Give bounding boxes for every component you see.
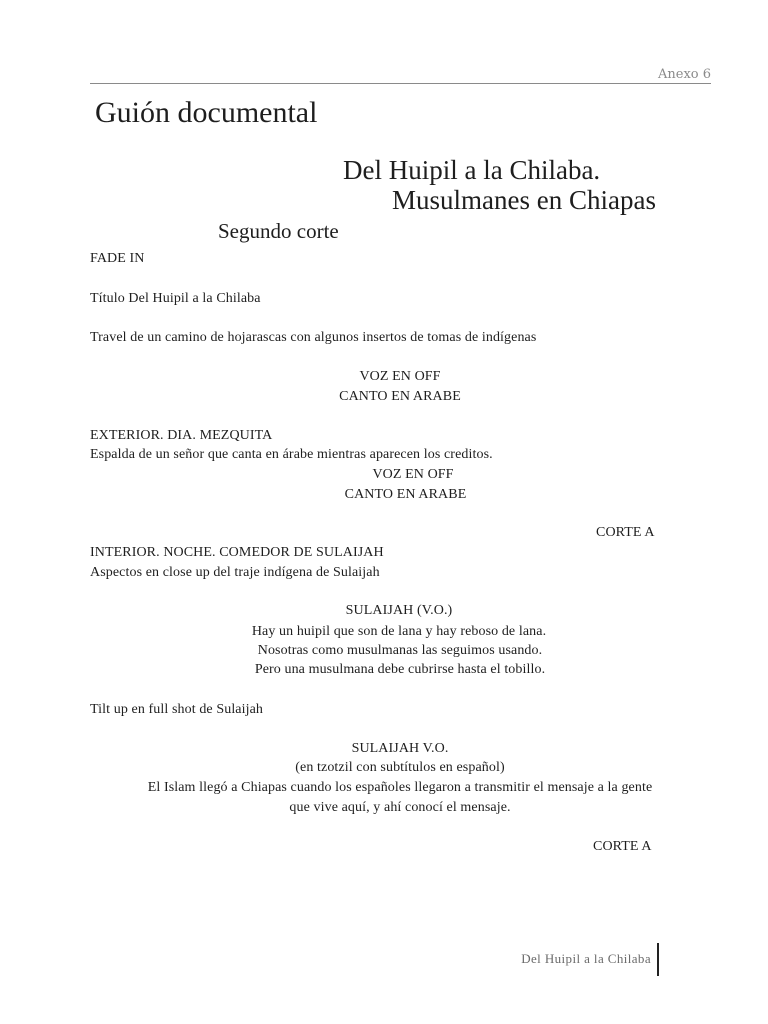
script-scene-heading: INTERIOR. NOCHE. COMEDOR DE SULAIJAH <box>90 545 384 560</box>
script-voice-cue: VOZ EN OFF <box>372 467 454 482</box>
script-character-cue: SULAIJAH V.O. <box>351 741 449 756</box>
script-dialogue: El Islam llegó a Chiapas cuando los españoles llegaron a transmitir el mensaje a la gente <box>147 780 653 795</box>
footer-book-title: Del Huipil a la Chilaba <box>521 951 651 966</box>
script-parenthetical: (en tzotzil con subtítulos en español) <box>295 760 505 775</box>
script-scene-heading: EXTERIOR. DIA. MEZQUITA <box>90 428 273 443</box>
annex-label: Anexo 6 <box>657 67 711 82</box>
script-action: Espalda de un señor que canta en árabe mientras aparecen los creditos. <box>90 447 493 462</box>
script-dialogue: Pero una musulmana debe cubrirse hasta el tobillo. <box>254 662 546 677</box>
script-fade-in: FADE IN <box>90 251 145 266</box>
script-character-cue: SULAIJAH (V.O.) <box>345 603 453 618</box>
script-transition: CORTE A <box>593 839 652 854</box>
footer-rule <box>657 943 659 976</box>
script-action: Tilt up en full shot de Sulaijah <box>90 702 264 717</box>
page-title: Guión documental <box>95 96 318 129</box>
script-title-card: Título Del Huipil a la Chilaba <box>90 291 261 306</box>
film-title-line2: Musulmanes en Chiapas <box>392 185 656 215</box>
script-transition: CORTE A <box>596 525 655 540</box>
film-title-line1: Del Huipil a la Chilaba. <box>343 155 601 185</box>
script-dialogue: Nosotras como musulmanas las seguimos usando. <box>257 643 543 658</box>
script-dialogue: que vive aquí, y ahí conocí el mensaje. <box>289 800 511 815</box>
script-dialogue: Hay un huipil que son de lana y hay reboso de lana. <box>251 624 547 639</box>
script-voice-cue: VOZ EN OFF <box>359 369 441 384</box>
cut-label: Segundo corte <box>218 219 339 243</box>
script-voice-cue: CANTO EN ARABE <box>339 389 461 404</box>
header-rule <box>90 83 711 84</box>
script-action: Travel de un camino de hojarascas con algunos insertos de tomas de indígenas <box>90 330 537 345</box>
script-action: Aspectos en close up del traje indígena de Sulaijah <box>90 565 380 580</box>
script-voice-cue: CANTO EN ARABE <box>344 487 467 502</box>
